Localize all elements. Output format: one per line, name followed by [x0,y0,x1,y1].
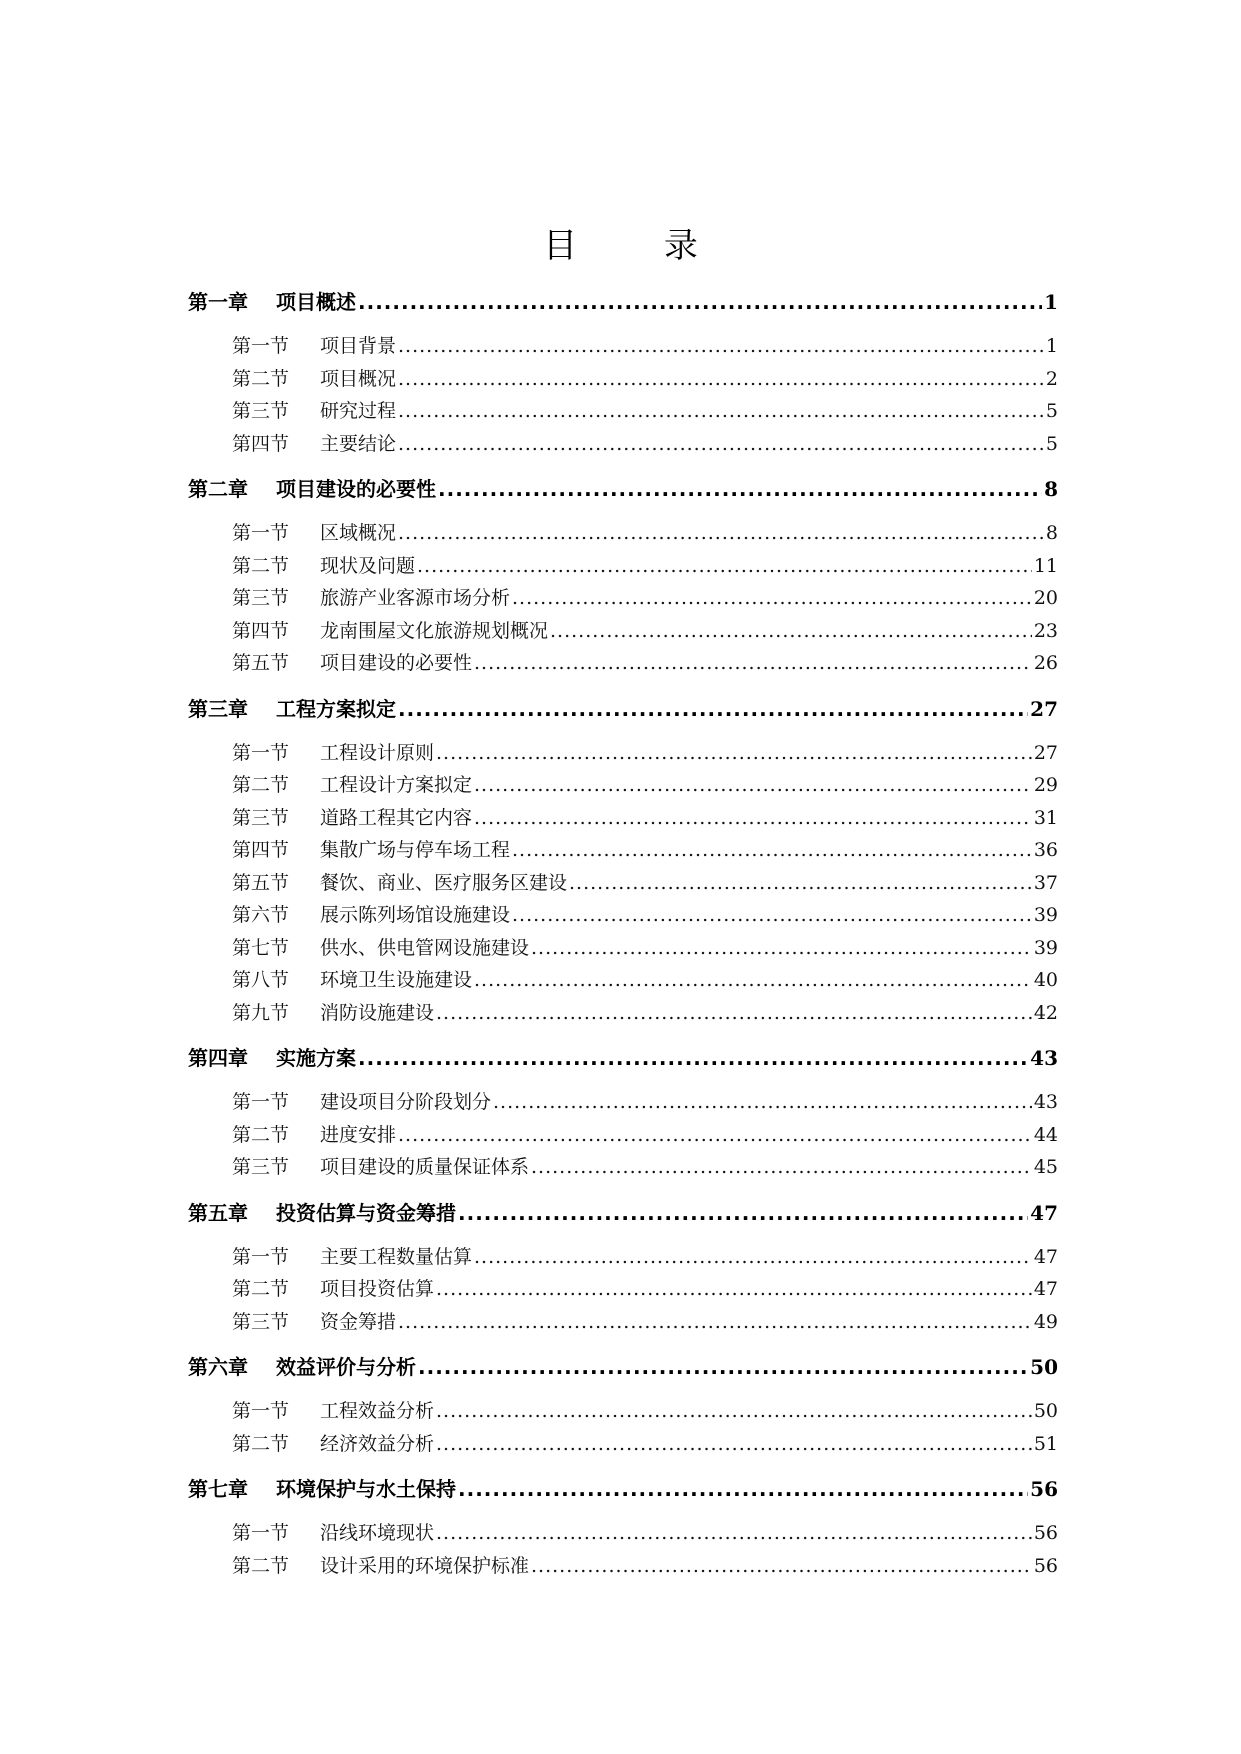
toc-section-number: 第四节 [232,432,290,455]
toc-section-title: 展示陈列场馆设施建设 [320,904,511,926]
toc-section-page-number: 27 [1033,741,1058,764]
toc-section-title: 资金筹措 [320,1310,397,1333]
toc-section-title: 设计采用的环境保护标准 [320,1554,530,1577]
toc-section[interactable] [188,395,1058,428]
toc-section-page-number: 1 [1045,335,1058,357]
toc-section-number: 第二节 [232,1123,290,1146]
toc-section[interactable] [188,550,1058,583]
dot-leader [417,550,1032,583]
toc-section-page-number: 51 [1033,1432,1058,1455]
toc-chapter-page-number: 50 [1030,1355,1058,1379]
toc-section[interactable] [188,1306,1058,1339]
toc-section-page-number: 37 [1033,871,1058,894]
toc-chapter-page-number: 8 [1044,477,1058,501]
toc-section-title: 研究过程 [320,400,397,422]
toc-chapter-title: 环境保护与水土保持 [276,1477,456,1501]
dot-leader [531,1151,1032,1184]
toc-section-number: 第三节 [232,1310,290,1333]
toc-section-number: 第九节 [232,1001,290,1024]
table-of-contents [188,286,1058,1582]
toc-section-title: 建设项目分阶段划分 [320,1091,492,1113]
page-title: 目 录 [543,226,736,266]
toc-section[interactable] [188,802,1058,835]
toc-section-number: 第一节 [232,1091,290,1113]
dot-leader [436,737,1032,770]
toc-chapter-title: 实施方案 [276,1046,356,1070]
dot-leader [474,802,1032,835]
toc-chapter-page-number: 56 [1030,1477,1058,1501]
dot-leader [398,395,1044,428]
toc-section[interactable] [188,899,1058,932]
toc-chapter[interactable] [188,1197,1058,1229]
toc-section-page-number: 39 [1033,936,1058,959]
toc-section-page-number: 56 [1033,1554,1058,1577]
toc-section[interactable] [188,582,1058,615]
toc-section-page-number: 39 [1033,904,1058,926]
toc-chapter-number: 第五章 [188,1200,248,1225]
dot-leader [398,517,1044,550]
toc-section[interactable] [188,1119,1058,1152]
toc-section-page-number: 29 [1033,774,1058,796]
toc-chapter-page-number: 27 [1030,696,1058,721]
toc-section-page-number: 42 [1033,1001,1058,1024]
toc-chapter-title: 项目建设的必要性 [276,477,436,501]
toc-chapter-number: 第二章 [188,477,248,501]
toc-chapter-page-number: 1 [1044,290,1058,314]
dot-leader [550,615,1032,648]
toc-section-page-number: 43 [1033,1091,1058,1113]
toc-section-page-number: 56 [1033,1522,1058,1544]
toc-section-page-number: 40 [1033,969,1058,991]
toc-section-number: 第二节 [232,554,290,577]
dot-leader [398,428,1044,461]
toc-section[interactable] [188,1151,1058,1184]
toc-section-number: 第七节 [232,936,290,959]
toc-chapter-page-number: 43 [1030,1046,1058,1070]
dot-leader [474,964,1032,997]
toc-section-page-number: 2 [1045,367,1058,390]
toc-section[interactable] [188,517,1058,550]
toc-section[interactable] [188,330,1058,363]
toc-section[interactable] [188,737,1058,770]
toc-section-number: 第一节 [232,335,290,357]
dot-leader [438,473,1042,505]
toc-chapter-number: 第四章 [188,1046,248,1070]
toc-chapter-title: 项目概述 [276,290,356,314]
toc-chapter-page-number: 47 [1030,1200,1058,1225]
toc-section-title: 工程设计方案拟定 [320,774,473,796]
toc-section-page-number: 23 [1033,619,1058,642]
dot-leader [398,330,1044,363]
toc-section-number: 第四节 [232,619,290,642]
toc-section[interactable] [188,1241,1058,1274]
dot-leader [458,1197,1028,1229]
toc-section-number: 第六节 [232,904,290,926]
toc-section-title: 沿线环境现状 [320,1522,435,1544]
toc-section-title: 区域概况 [320,522,397,544]
dot-leader [474,769,1032,802]
toc-section[interactable] [188,1395,1058,1428]
toc-section-title: 环境卫生设施建设 [320,969,473,991]
toc-section-number: 第三节 [232,1156,290,1178]
toc-chapter[interactable] [188,1473,1058,1505]
dot-leader [398,363,1044,396]
dot-leader [512,834,1032,867]
toc-section-number: 第一节 [232,1522,290,1544]
toc-section-page-number: 47 [1033,1278,1058,1300]
toc-section-page-number: 45 [1033,1156,1058,1178]
dot-leader [398,1306,1032,1339]
toc-section-title: 项目建设的必要性 [320,652,473,674]
toc-section-number: 第三节 [232,806,290,829]
toc-section[interactable] [188,1550,1058,1583]
toc-section[interactable] [188,867,1058,900]
toc-chapter-title: 投资估算与资金筹措 [276,1200,456,1225]
toc-section-number: 第二节 [232,367,290,390]
toc-section-number: 第八节 [232,969,290,991]
toc-section-title: 旅游产业客源市场分析 [320,587,511,609]
toc-chapter[interactable] [188,473,1058,505]
toc-section-page-number: 20 [1033,587,1058,609]
toc-section-number: 第二节 [232,774,290,796]
dot-leader [436,1428,1032,1461]
dot-leader [436,1517,1032,1550]
toc-section-title: 餐饮、商业、医疗服务区建设 [320,871,568,894]
toc-section[interactable] [188,1428,1058,1461]
toc-chapter-number: 第一章 [188,290,248,314]
toc-section-page-number: 11 [1033,554,1058,577]
toc-section[interactable] [188,1273,1058,1306]
dot-leader [358,286,1042,318]
dot-leader [512,899,1032,932]
toc-section-number: 第四节 [232,839,290,861]
toc-section-number: 第三节 [232,400,290,422]
toc-section-title: 进度安排 [320,1123,397,1146]
toc-chapter-title: 效益评价与分析 [276,1355,416,1379]
toc-chapter-number: 第六章 [188,1355,248,1379]
toc-section[interactable] [188,363,1058,396]
dot-leader [493,1086,1032,1119]
toc-section[interactable] [188,769,1058,802]
toc-section-title: 集散广场与停车场工程 [320,839,511,861]
toc-section-number: 第一节 [232,522,290,544]
toc-chapter[interactable] [188,286,1058,318]
toc-section-title: 经济效益分析 [320,1432,435,1455]
toc-section-title: 现状及问题 [320,554,416,577]
toc-section-page-number: 8 [1045,522,1058,544]
dot-leader [569,867,1032,900]
toc-chapter-number: 第七章 [188,1477,248,1501]
toc-section-page-number: 47 [1033,1245,1058,1268]
dot-leader [474,1241,1032,1274]
dot-leader [531,932,1032,965]
toc-section-number: 第二节 [232,1554,290,1577]
toc-section[interactable] [188,932,1058,965]
toc-section-title: 供水、供电管网设施建设 [320,936,530,959]
toc-section-title: 主要结论 [320,432,397,455]
toc-section-title: 工程效益分析 [320,1400,435,1422]
toc-section-title: 项目概况 [320,367,397,390]
dot-leader [474,647,1032,680]
toc-section-number: 第一节 [232,1245,290,1268]
toc-section[interactable] [188,647,1058,680]
toc-section-title: 龙南围屋文化旅游规划概况 [320,619,549,642]
toc-section[interactable] [188,997,1058,1030]
toc-section-page-number: 31 [1033,806,1058,829]
dot-leader [458,1473,1028,1505]
toc-section-title: 项目投资估算 [320,1278,435,1300]
toc-section-number: 第二节 [232,1432,290,1455]
toc-section[interactable] [188,964,1058,997]
toc-section-title: 项目背景 [320,335,397,357]
toc-chapter[interactable] [188,1042,1058,1074]
toc-section-page-number: 5 [1045,400,1058,422]
toc-section-number: 第五节 [232,652,290,674]
toc-section-page-number: 36 [1033,839,1058,861]
toc-section[interactable] [188,615,1058,648]
toc-section-title: 消防设施建设 [320,1001,435,1024]
dot-leader [436,1273,1032,1306]
toc-section-page-number: 50 [1033,1400,1058,1422]
toc-section-page-number: 26 [1033,652,1058,674]
dot-leader [398,1119,1032,1152]
dot-leader [436,1395,1032,1428]
toc-section-page-number: 5 [1045,432,1058,455]
toc-section-number: 第二节 [232,1278,290,1300]
toc-section[interactable] [188,428,1058,461]
toc-section-title: 主要工程数量估算 [320,1245,473,1268]
dot-leader [418,1351,1028,1383]
toc-section-number: 第三节 [232,587,290,609]
toc-section-number: 第一节 [232,1400,290,1422]
toc-section[interactable] [188,834,1058,867]
dot-leader [436,997,1032,1030]
toc-section-title: 道路工程其它内容 [320,806,473,829]
toc-section-page-number: 49 [1033,1310,1058,1333]
toc-section-number: 第一节 [232,741,290,764]
toc-chapter[interactable] [188,693,1058,725]
toc-section[interactable] [188,1086,1058,1119]
toc-section-page-number: 44 [1033,1123,1058,1146]
toc-chapter-number: 第三章 [188,696,248,721]
dot-leader [531,1550,1032,1583]
dot-leader [398,693,1028,725]
dot-leader [512,582,1032,615]
toc-chapter-title: 工程方案拟定 [276,696,396,721]
dot-leader [358,1042,1028,1074]
toc-section-title: 工程设计原则 [320,741,435,764]
toc-section-title: 项目建设的质量保证体系 [320,1156,530,1178]
toc-chapter[interactable] [188,1351,1058,1383]
toc-section-number: 第五节 [232,871,290,894]
toc-section[interactable] [188,1517,1058,1550]
